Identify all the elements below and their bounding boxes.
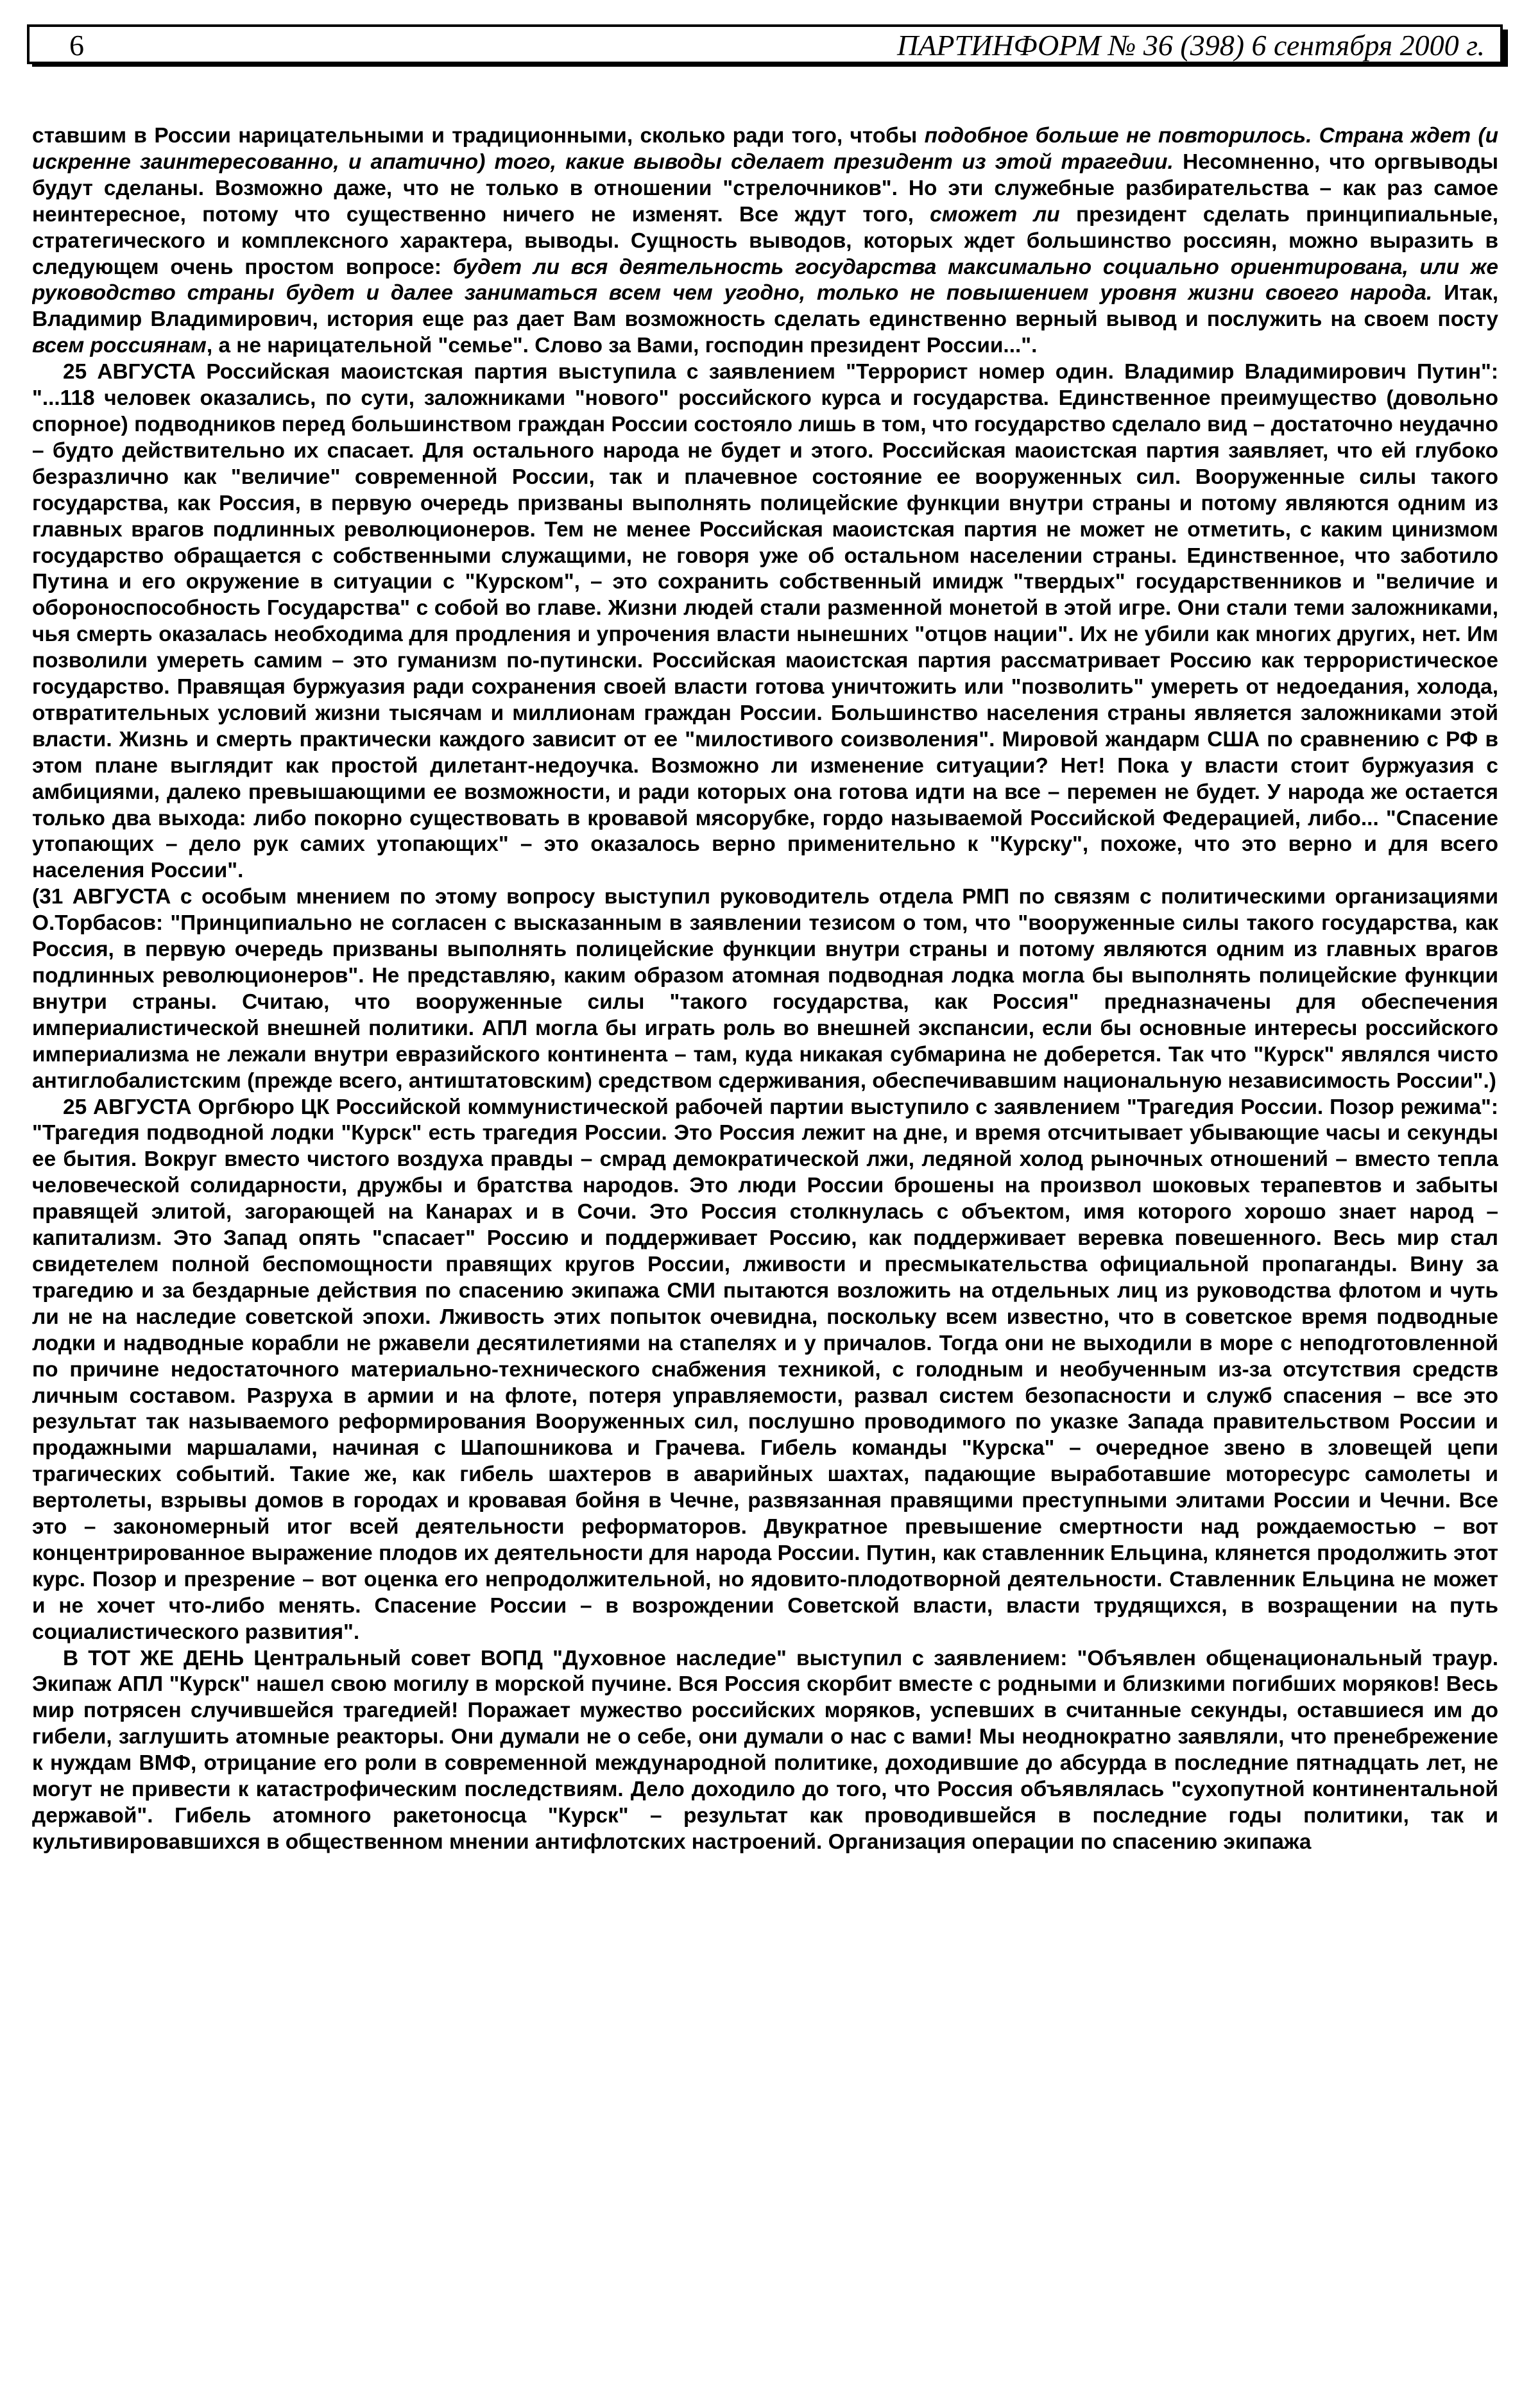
text-run: Несомненно, что оргвыводы будут сделаны. Возможно даже, что не только в отношении "стрелочников". Но эти служебные разбирательства – как раз самое неинтересное, потому что существенно ничего не изменят. Все ждут того, [32, 150, 1498, 227]
paragraph-torbasov-opinion: (31 АВГУСТА с особым мнением по этому вопросу выступил руководитель отдела РМП по связям с политическими организациями О.Торбасов: "Принципиально не согласен с высказанным в заявлении тезисом о том, что "вооруженные силы такого государства, как Россия, в первую очередь призваны выполнять полицейские функции внутри страны и потому являются одним из главных врагов подлинных революционеров". Не представляю, каким образом атомная подводная лодка могла бы выполнять полицейские функции внутри страны. Считаю, что вооруженные силы "такого государства, как Россия" предназначены для обеспечения империалистической внешней политики. АПЛ могла бы играть роль во внешней экспансии, если бы основные интересы российского империализма не лежали внутри евразийского континента – там, куда никакая субмарина не доберется. Так что "Курск" являлся чисто антиглобалистским (прежде всего, антиштатовским) средством сдерживания, обеспечивавшим национальную независимость России".) [32, 885, 1498, 1093]
header-shadow-right [1503, 30, 1508, 67]
italic-run: подобное больше не повторилось. Страна ждет (и искренне заинтересованно, и апатично) того, какие выводы сделает президент из этой трагедии. [32, 124, 1498, 174]
text-run: , а не нарицательной "семье". Слово за Вами, господин президент России...". [206, 334, 1038, 358]
article-body [32, 123, 1498, 2350]
italic-run: всем россиянам [32, 334, 207, 358]
paragraph-rkrp-statement: 25 АВГУСТА Оргбюро ЦК Российской коммунистической рабочей партии выступило с заявлением "Трагедия России. Позор режима": "Трагедия подводной лодки "Курск" есть трагедия России. Это Россия лежит на дне, и время отсчитывает убывающие часы и секунды ее бытия. Вокруг вместо чистого воздуха правды – смрад демократической лжи, ледяной холод рыночных отношений – вместо тепла человеческой солидарности, дружбы и братства народов. Это люди России брошены на произвол шоковых терапевтов и забыты правящей элитой, загорающей на Канарах и в Сочи. Это Россия столкнулась с объектом, имя которого хорошо знает народ – капитализм. Это Запад опять "спасает" Россию и поддерживает Россию, как поддерживает веревка повешенного. Весь мир стал свидетелем полной беспомощности правящих кругов России, лживости и пресмыкательства официальной пропаганды. Вину за трагедию и за бездарные действия по спасению экипажа СМИ пытаются возложить на отдельных лиц из руководства флотом и чуть ли не на наследие советской эпохи. Лживость этих попыток очевидна, поскольку всем известно, что в советское время подводные лодки и надводные корабли не ржавели десятилетиями на стапелях и у причалов. Тогда они не выходили в море с неподготовленной по причине недостаточного материально-технического снабжения техникой, с голодным и необученным из-за отсутствия средств личным составом. Разруха в армии и на флоте, потеря управляемости, развал систем безопасности и служб спасения – все это результат так называемого реформирования Вооруженных сил, послушно проводимого по указке Запада правительством России и продажными маршалами, начиная с Шапошникова и Грачева. Гибель команды "Курска" – очередное звено в зловещей цепи трагических событий. Такие же, как гибель шахтеров в аварийных шахтах, падающие выработавшие моторесурс самолеты и вертолеты, взрывы домов в городах и кровавая бойня в Чечне, развязанная правящими преступными элитами России и Чечни. Все это – закономерный итог всей деятельности реформаторов. Двукратное превышение смертности над рождаемостью – вот концентрированное выражение плодов их деятельности для народа России. Путин, как ставленник Ельцина, клянется продолжить этот курс. Позор и презрение – вот оценка его непродолжительной, но ядовито-плодотворной деятельности. Ставленник Ельцина не может и не хочет что-либо менять. Спасение России – в возрождении Советской власти, власти трудящихся, в возращении на путь социалистического развития". [32, 1095, 1498, 1644]
paragraph-rmp-statement: 25 АВГУСТА Российская маоистская партия выступила с заявлением "Террорист номер один. Владимир Владимирович Путин": "...118 человек оказались, по сути, заложниками "нового" российского курса и государства. Единственное преимущество (довольно спорное) подводников перед большинством граждан России состояло лишь в том, что государство сделало вид – достаточно неудачно – будто действительно их спасает. Для остального народа не будет и этого. Российская маоистская партия заявляет, что ей глубоко безразлично как "величие" современной России, так и плачевное состояние ее вооруженных сил. Вооруженные силы такого государства, как Россия, в первую очередь призваны выполнять полицейские функции внутри страны и потому являются одним из главных врагов подлинных революционеров. Тем не менее Российская маоистская партия не может не отметить, с каким цинизмом государство обращается с собственными служащими, не говоря уже об остальном населении страны. Единственное, что заботило Путина и его окружение в ситуации с "Курском", – это сохранить собственный имидж "твердых" государственников и "величие и обороноспособность Государства" с собой во главе. Жизни людей стали разменной монетой в этой игре. Они стали теми заложниками, чья смерть оказалась необходима для продления и упрочения власти нынешних "отцов нации". Их не убили как многих других, нет. Им позволили умереть самим – это гуманизм по-путински. Российская маоистская партия рассматривает Россию как террористическое государство. Правящая буржуазия ради сохранения своей власти готова уничтожить или "позволить" умереть от недоедания, холода, отвратительных условий жизни тысячам и миллионам граждан России. Большинство населения страны является заложниками этой власти. Жизнь и смерть практически каждого зависит от ее "милостивого соизволения". Мировой жандарм США по сравнению с РФ в этом плане выглядит как простой дилетант-недоучка. Возможно ли изменение ситуации? Нет! Пока у власти стоит буржуазия с амбициями, далеко превышающими ее возможности, и ради которых она готова идти на все – перемен не будет. У народа же остается только два выхода: либо покорно существовать в кровавой мясорубке, гордо называемой Российской Федерацией, либо... "Спасение утопающих – дело рук самих утопающих" – это оказалось верно применительно к "Курску", похоже, что это верно и для всего населения России". [32, 360, 1498, 883]
text-run: ставшим в России нарицательными и традиционными, сколько ради того, чтобы [32, 124, 925, 148]
text-run: президент сделать принципиальные, стратегического и комплексного характера, выводы. Сущность выводов, которых ждет большинство россиян, можно выразить в следующем очень простом вопросе: [32, 202, 1498, 279]
header-shadow-bottom [32, 62, 1508, 67]
italic-run: сможет ли [930, 202, 1060, 227]
italic-run: будет ли вся деятельность государства максимально социально ориентирована, или же руководство страны будет и далее заниматься всем чем угодно, только не повышением уровня жизни своего народа. [32, 255, 1498, 305]
page-header [27, 24, 1503, 64]
masthead-title: ПАРТИНФОРМ № 36 (398) 6 сентября 2000 г. [897, 29, 1485, 62]
paragraph-continued [32, 123, 1498, 359]
page-number: 6 [69, 29, 84, 62]
text-run: Итак, Владимир Владимирович, история еще раз дает Вам возможность сделать единственно верный вывод и послужить на своем посту [32, 281, 1498, 332]
paragraph-dukhovnoe-nasledie: В ТОТ ЖЕ ДЕНЬ Центральный совет ВОПД "Духовное наследие" выступил с заявлением: "Объявлен общенациональный траур. Экипаж АПЛ "Курск" нашел свою могилу в морской пучине. Вся Россия скорбит вместе с родными и близкими погибших моряков! Весь мир потрясен случившейся трагедией! Поражает мужество российских моряков, успевших в считанные секунды, оставшиеся им до гибели, заглушить атомные реакторы. Они думали не о себе, они думали о нас с вами! Мы неоднократно заявляли, что пренебрежение к нуждам ВМФ, отрицание его роли в современной международной политике, доходившие до абсурда в последние пятнадцать лет, не могут не привести к катастрофическим последствиям. Дело доходило до того, что Россия объявлялась "сухопутной континентальной державой". Гибель атомного ракетоносца "Курск" – результат как проводившейся в последние годы политики, так и культивировавшихся в общественном мнении антифлотских настроений. Организация операции по спасению экипажа [32, 1646, 1498, 1854]
